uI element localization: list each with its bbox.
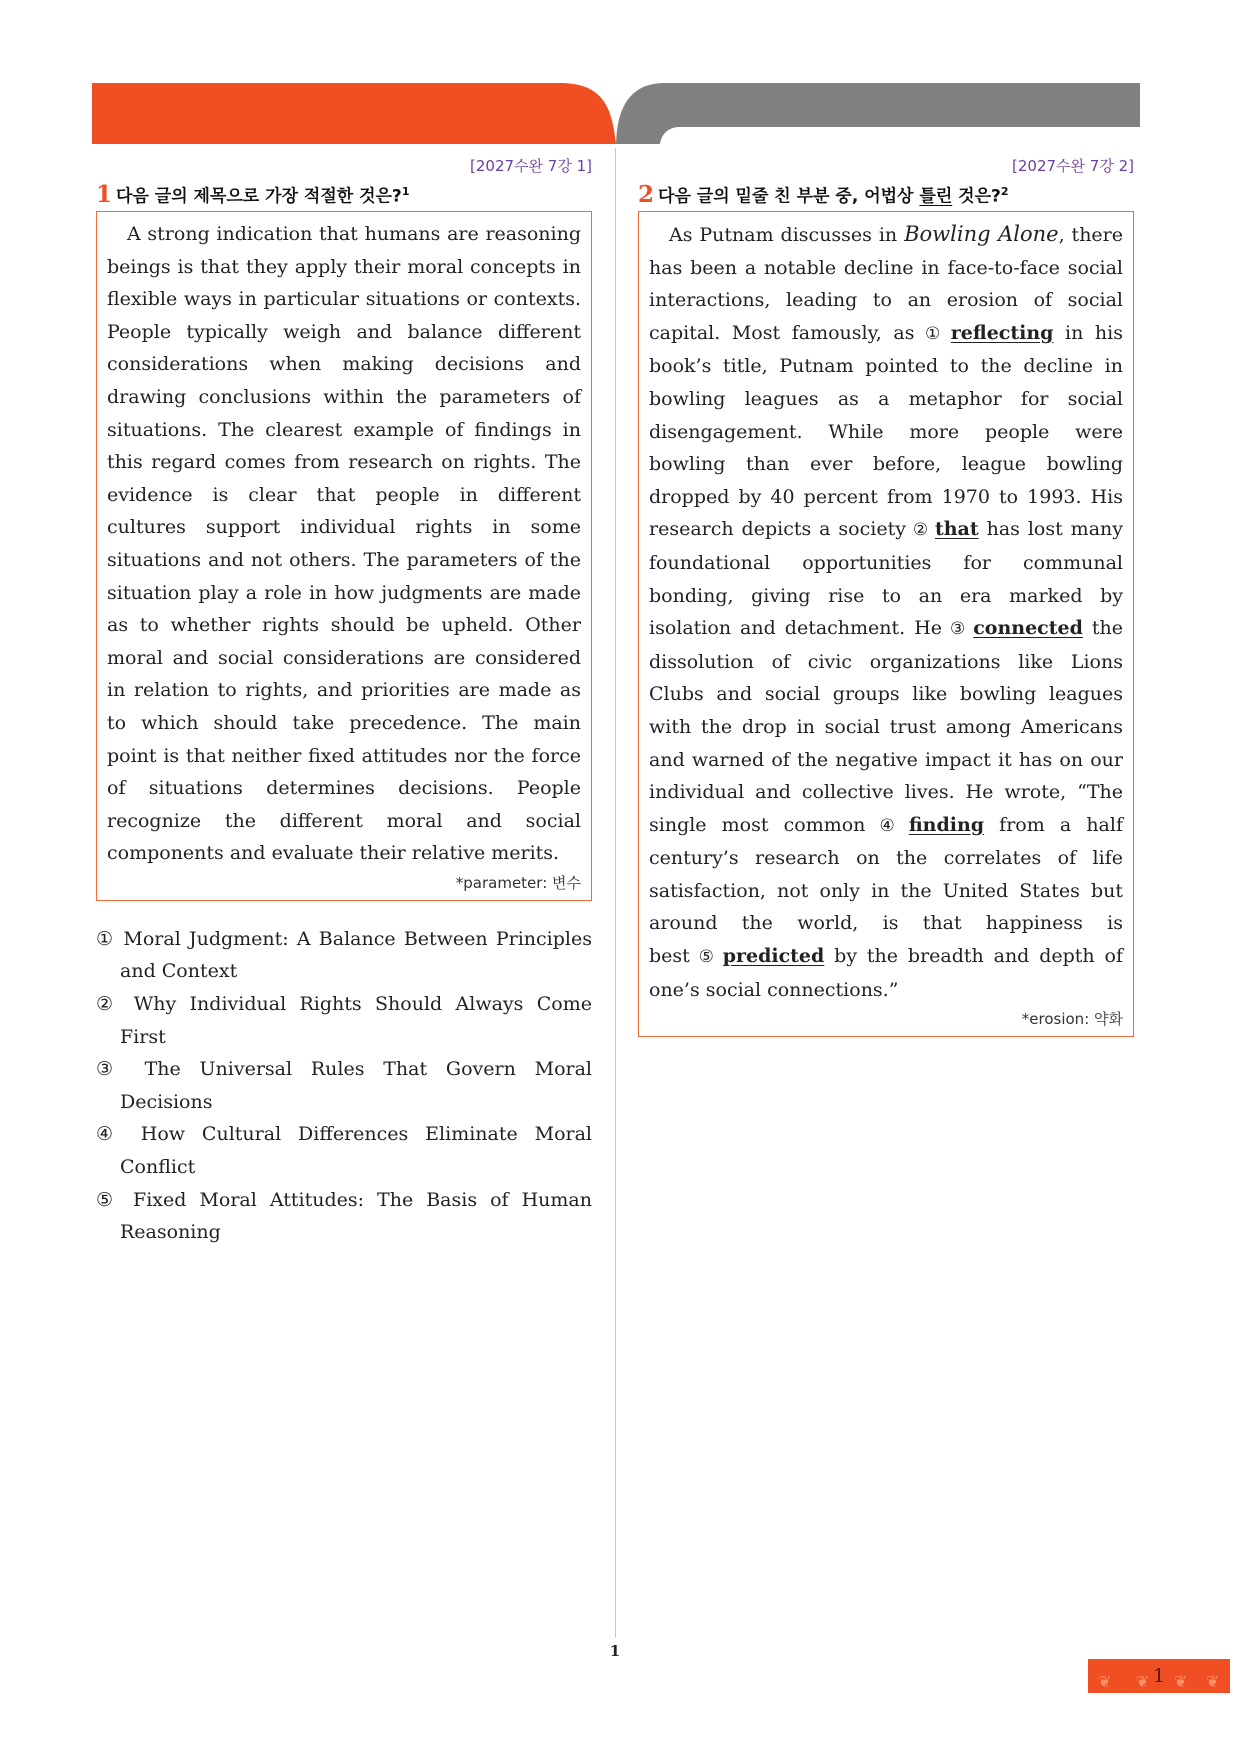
q1-prompt-line [96, 177, 592, 207]
q2-text-3: in his book’s title, Putnam pointed to the decline in bowling leagues as a metaphor for social disengagement. While more people were bowling than ever before, league bowling dropped by 40 percent from 1970 to 1993. His research depicts a society [649, 321, 1123, 541]
q2-source-tag: [2027수완 7강 2] [1012, 157, 1134, 175]
q1-prompt: 다음 글의 제목으로 가장 적절한 것은? [116, 186, 402, 207]
header-tabs [0, 0, 1241, 150]
q1-source-tag: [2027수완 7강 1] [470, 157, 592, 175]
q2-prompt-line [638, 177, 1134, 207]
badge-deco-icon: ❦ [1174, 1672, 1188, 1691]
badge-deco-icon: ❦ [1206, 1672, 1220, 1691]
q2-text-4: has lost many foundational opportunities for communal bonding, giving rise to an era marked by isolation and detachment. He [649, 518, 1123, 640]
q2-marker-4: ④ [870, 815, 904, 836]
q1-choice-2[interactable]: ② Why Individual Rights Should Always Come First [96, 993, 592, 1048]
header-tab-gray [616, 83, 1140, 144]
q2-marker-3: ③ [947, 619, 969, 640]
q2-marker-1: ① [919, 323, 946, 344]
q2-prompt-after: 것은? [952, 186, 1001, 207]
q2-prompt-underlined: 틀린 [919, 186, 953, 207]
page-number-center: 1 [609, 1642, 621, 1660]
q2-text-2: , there has been a notable decline in face-to-face social interactions, leading to an erosion of social capital. Most famously, as [649, 224, 1124, 344]
q1-passage: A strong indication that humans are reasoning beings is that they apply their moral concepts in flexible ways in particular situations or contexts. People typically weigh and balance different considerations when making decisions and drawing conclusions within the parameters of situations. The clearest example of findings in this regard comes from research on rights. The evidence is clear that people in different cultures support individual rights in some situations and not others. The parameters of the situation play a role in how judgments are made as to whether rights should be upheld. Other moral and social considerations are considered in relation to rights, and priorities are made as to which should take precedence. The main point is that neither fixed attitudes nor the force of situations determines decisions. People recognize the different moral and social components and evaluate their relative merits. [107, 223, 581, 865]
q2-underline-1[interactable]: reflecting [950, 321, 1054, 344]
q1-choice-3[interactable]: ③ The Universal Rules That Govern Moral Decisions [96, 1058, 592, 1113]
q2-marker-5: ⑤ [694, 947, 718, 968]
q2-marker-2: ② [910, 520, 930, 541]
q2-text-5: the dissolution of civic organizations like Lions Clubs and social groups like bowling leagues with the drop in social trust among Americans and warned of the negative impact it has on our individual and collective lives. He wrote, “The single most common [649, 617, 1124, 836]
q1-passage-box [96, 211, 592, 901]
q2-text-7: by the breadth and depth of one’s social connections.” [649, 945, 1123, 1001]
q2-prompt-sup: 2 [1000, 185, 1009, 198]
q2-text-1: As Putnam discusses in [669, 224, 905, 246]
question-2 [638, 155, 1134, 1037]
q2-text-6: from a half century’s research on the correlates of life satisfaction, not only in the United States but around the world, is that happiness is best [649, 813, 1123, 968]
q1-choice-5[interactable]: ⑤ Fixed Moral Attitudes: The Basis of Human Reasoning [96, 1188, 592, 1244]
badge-deco-icon: ❦ [1098, 1672, 1112, 1691]
q2-underline-5[interactable]: predicted [722, 945, 825, 968]
q1-choice-1[interactable]: ① Moral Judgment: A Balance Between Principles and Context [96, 927, 592, 983]
q1-number: 1 [96, 180, 113, 208]
header-tab-orange [92, 83, 616, 144]
q1-choices [96, 923, 592, 1249]
q2-underline-4[interactable]: finding [908, 813, 985, 836]
question-1 [96, 155, 592, 1249]
q2-number: 2 [638, 180, 655, 208]
q2-book-title: Bowling Alone [904, 222, 1059, 246]
q2-prompt-before: 다음 글의 밑줄 친 부분 중, 어법상 [658, 186, 920, 207]
q1-prompt-sup: 1 [401, 185, 410, 198]
column-divider [615, 148, 616, 1638]
q2-gloss: *erosion: 약화 [1021, 1010, 1123, 1029]
q1-choice-4[interactable]: ④ How Cultural Differences Eliminate Moral Conflict [96, 1123, 592, 1179]
badge-number: 1 [1152, 1665, 1166, 1687]
q2-underline-2[interactable]: that [934, 518, 979, 541]
q2-passage-box [638, 211, 1134, 1037]
page-number-badge [1088, 1659, 1230, 1693]
q2-underline-3[interactable]: connected [973, 617, 1083, 640]
q1-gloss: *parameter: 변수 [455, 873, 581, 892]
badge-deco-icon: ❦ [1136, 1672, 1150, 1691]
q2-passage [649, 218, 1123, 1006]
